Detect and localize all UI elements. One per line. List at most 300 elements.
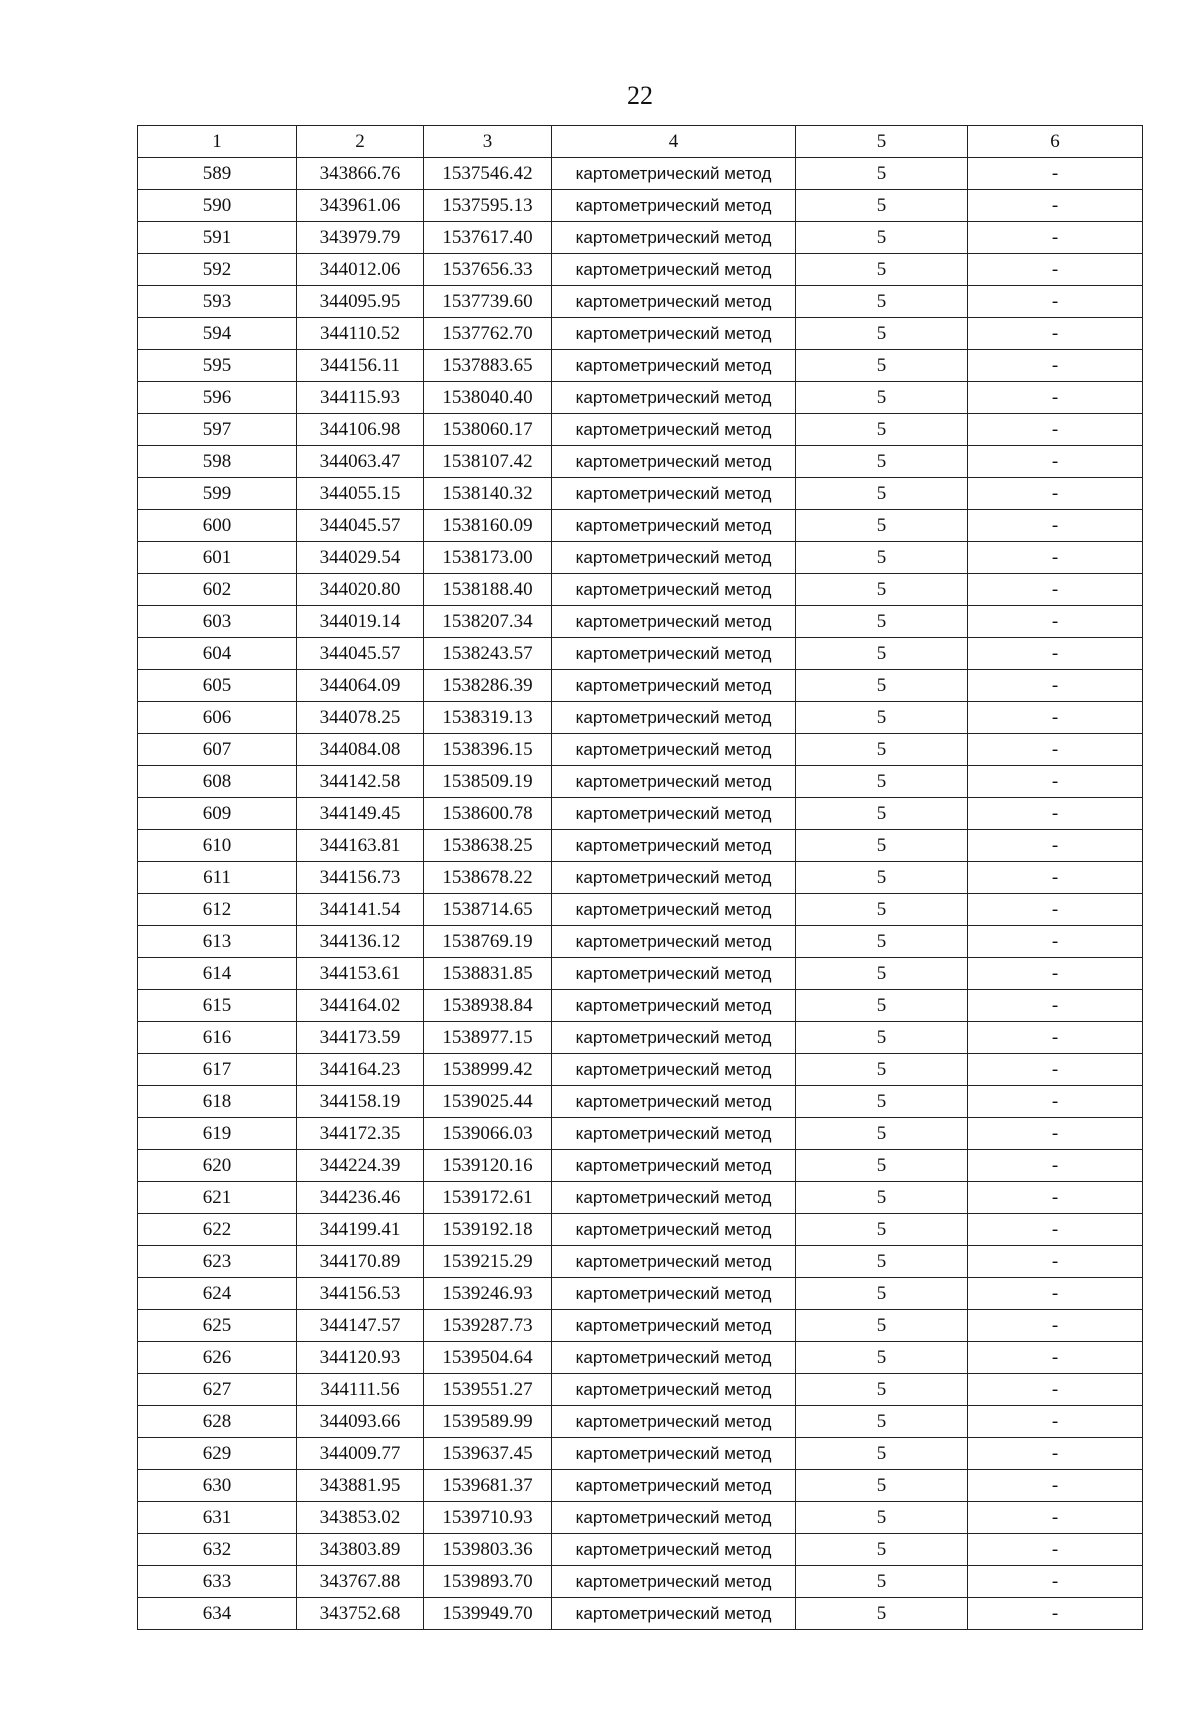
y-coordinate-cell: 1538188.40 [424, 574, 552, 606]
note-cell: - [968, 414, 1143, 446]
x-coordinate-cell: 343767.88 [297, 1566, 424, 1598]
note-cell: - [968, 606, 1143, 638]
x-coordinate-cell: 344142.58 [297, 766, 424, 798]
y-coordinate-cell: 1538107.42 [424, 446, 552, 478]
note-cell: - [968, 1150, 1143, 1182]
method-cell: картометрический метод [552, 190, 796, 222]
table-row [138, 798, 1143, 830]
accuracy-cell: 5 [796, 446, 968, 478]
x-coordinate-cell: 344147.57 [297, 1310, 424, 1342]
y-coordinate-cell: 1538173.00 [424, 542, 552, 574]
table-row [138, 286, 1143, 318]
x-coordinate-cell: 344173.59 [297, 1022, 424, 1054]
note-cell: - [968, 1342, 1143, 1374]
x-coordinate-cell: 344158.19 [297, 1086, 424, 1118]
table-row [138, 542, 1143, 574]
x-coordinate-cell: 343853.02 [297, 1502, 424, 1534]
accuracy-cell: 5 [796, 510, 968, 542]
method-cell: картометрический метод [552, 1086, 796, 1118]
table-row [138, 670, 1143, 702]
accuracy-cell: 5 [796, 606, 968, 638]
note-cell: - [968, 542, 1143, 574]
table-row [138, 382, 1143, 414]
point-number-cell: 597 [138, 414, 297, 446]
method-cell: картометрический метод [552, 1502, 796, 1534]
table-row [138, 958, 1143, 990]
point-number-cell: 589 [138, 158, 297, 190]
method-cell: картометрический метод [552, 286, 796, 318]
header-cell-5: 5 [796, 126, 968, 158]
method-cell: картометрический метод [552, 350, 796, 382]
method-cell: картометрический метод [552, 510, 796, 542]
y-coordinate-cell: 1537883.65 [424, 350, 552, 382]
note-cell: - [968, 862, 1143, 894]
x-coordinate-cell: 344029.54 [297, 542, 424, 574]
accuracy-cell: 5 [796, 414, 968, 446]
y-coordinate-cell: 1539066.03 [424, 1118, 552, 1150]
table-row [138, 1598, 1143, 1630]
method-cell: картометрический метод [552, 862, 796, 894]
note-cell: - [968, 1086, 1143, 1118]
table-row [138, 254, 1143, 286]
method-cell: картометрический метод [552, 1118, 796, 1150]
y-coordinate-cell: 1538831.85 [424, 958, 552, 990]
table-row [138, 510, 1143, 542]
method-cell: картометрический метод [552, 766, 796, 798]
note-cell: - [968, 190, 1143, 222]
point-number-cell: 607 [138, 734, 297, 766]
accuracy-cell: 5 [796, 1182, 968, 1214]
note-cell: - [968, 1374, 1143, 1406]
table-row [138, 894, 1143, 926]
point-number-cell: 609 [138, 798, 297, 830]
accuracy-cell: 5 [796, 574, 968, 606]
y-coordinate-cell: 1539192.18 [424, 1214, 552, 1246]
note-cell: - [968, 670, 1143, 702]
x-coordinate-cell: 344164.02 [297, 990, 424, 1022]
x-coordinate-cell: 344149.45 [297, 798, 424, 830]
point-number-cell: 616 [138, 1022, 297, 1054]
table-body [138, 158, 1143, 1630]
note-cell: - [968, 158, 1143, 190]
point-number-cell: 593 [138, 286, 297, 318]
x-coordinate-cell: 343866.76 [297, 158, 424, 190]
table-row [138, 1438, 1143, 1470]
x-coordinate-cell: 344156.53 [297, 1278, 424, 1310]
point-number-cell: 612 [138, 894, 297, 926]
x-coordinate-cell: 343803.89 [297, 1534, 424, 1566]
method-cell: картометрический метод [552, 1406, 796, 1438]
point-number-cell: 603 [138, 606, 297, 638]
x-coordinate-cell: 344163.81 [297, 830, 424, 862]
accuracy-cell: 5 [796, 1438, 968, 1470]
accuracy-cell: 5 [796, 1278, 968, 1310]
point-number-cell: 600 [138, 510, 297, 542]
y-coordinate-cell: 1538714.65 [424, 894, 552, 926]
point-number-cell: 633 [138, 1566, 297, 1598]
note-cell: - [968, 1598, 1143, 1630]
table-row [138, 478, 1143, 510]
y-coordinate-cell: 1539504.64 [424, 1342, 552, 1374]
note-cell: - [968, 798, 1143, 830]
x-coordinate-cell: 344012.06 [297, 254, 424, 286]
point-number-cell: 605 [138, 670, 297, 702]
point-number-cell: 632 [138, 1534, 297, 1566]
table-row [138, 222, 1143, 254]
y-coordinate-cell: 1539710.93 [424, 1502, 552, 1534]
point-number-cell: 625 [138, 1310, 297, 1342]
table-row [138, 990, 1143, 1022]
accuracy-cell: 5 [796, 542, 968, 574]
table-row [138, 350, 1143, 382]
x-coordinate-cell: 344141.54 [297, 894, 424, 926]
table-row [138, 190, 1143, 222]
note-cell: - [968, 222, 1143, 254]
table-header [138, 126, 1143, 158]
x-coordinate-cell: 344164.23 [297, 1054, 424, 1086]
table-row [138, 1566, 1143, 1598]
accuracy-cell: 5 [796, 670, 968, 702]
y-coordinate-cell: 1538243.57 [424, 638, 552, 670]
y-coordinate-cell: 1539172.61 [424, 1182, 552, 1214]
note-cell: - [968, 990, 1143, 1022]
table-row [138, 574, 1143, 606]
accuracy-cell: 5 [796, 798, 968, 830]
x-coordinate-cell: 344110.52 [297, 318, 424, 350]
method-cell: картометрический метод [552, 1310, 796, 1342]
table-row [138, 1182, 1143, 1214]
method-cell: картометрический метод [552, 1214, 796, 1246]
accuracy-cell: 5 [796, 1246, 968, 1278]
method-cell: картометрический метод [552, 606, 796, 638]
note-cell: - [968, 734, 1143, 766]
note-cell: - [968, 1278, 1143, 1310]
accuracy-cell: 5 [796, 158, 968, 190]
table-row [138, 414, 1143, 446]
x-coordinate-cell: 344120.93 [297, 1342, 424, 1374]
x-coordinate-cell: 344019.14 [297, 606, 424, 638]
table-row [138, 1374, 1143, 1406]
table-row [138, 318, 1143, 350]
method-cell: картометрический метод [552, 1598, 796, 1630]
note-cell: - [968, 1534, 1143, 1566]
method-cell: картометрический метод [552, 1438, 796, 1470]
table-row [138, 158, 1143, 190]
method-cell: картометрический метод [552, 446, 796, 478]
point-number-cell: 602 [138, 574, 297, 606]
point-number-cell: 610 [138, 830, 297, 862]
table-row [138, 1406, 1143, 1438]
point-number-cell: 634 [138, 1598, 297, 1630]
method-cell: картометрический метод [552, 1278, 796, 1310]
note-cell: - [968, 1246, 1143, 1278]
accuracy-cell: 5 [796, 1566, 968, 1598]
y-coordinate-cell: 1538396.15 [424, 734, 552, 766]
x-coordinate-cell: 343752.68 [297, 1598, 424, 1630]
accuracy-cell: 5 [796, 1470, 968, 1502]
y-coordinate-cell: 1538319.13 [424, 702, 552, 734]
note-cell: - [968, 1502, 1143, 1534]
x-coordinate-cell: 344106.98 [297, 414, 424, 446]
note-cell: - [968, 702, 1143, 734]
accuracy-cell: 5 [796, 382, 968, 414]
table-row [138, 926, 1143, 958]
x-coordinate-cell: 344224.39 [297, 1150, 424, 1182]
note-cell: - [968, 1310, 1143, 1342]
table-row [138, 1246, 1143, 1278]
table-row [138, 1054, 1143, 1086]
table-row [138, 1310, 1143, 1342]
point-number-cell: 596 [138, 382, 297, 414]
x-coordinate-cell: 344236.46 [297, 1182, 424, 1214]
header-cell-4: 4 [552, 126, 796, 158]
y-coordinate-cell: 1538060.17 [424, 414, 552, 446]
x-coordinate-cell: 344055.15 [297, 478, 424, 510]
y-coordinate-cell: 1538638.25 [424, 830, 552, 862]
y-coordinate-cell: 1539246.93 [424, 1278, 552, 1310]
x-coordinate-cell: 343961.06 [297, 190, 424, 222]
point-number-cell: 608 [138, 766, 297, 798]
table-row [138, 1278, 1143, 1310]
note-cell: - [968, 478, 1143, 510]
point-number-cell: 623 [138, 1246, 297, 1278]
accuracy-cell: 5 [796, 990, 968, 1022]
method-cell: картометрический метод [552, 158, 796, 190]
x-coordinate-cell: 343979.79 [297, 222, 424, 254]
point-number-cell: 592 [138, 254, 297, 286]
accuracy-cell: 5 [796, 1598, 968, 1630]
method-cell: картометрический метод [552, 414, 796, 446]
coordinates-table-container [137, 125, 1142, 1630]
point-number-cell: 631 [138, 1502, 297, 1534]
method-cell: картометрический метод [552, 638, 796, 670]
point-number-cell: 594 [138, 318, 297, 350]
method-cell: картометрический метод [552, 958, 796, 990]
header-cell-2: 2 [297, 126, 424, 158]
x-coordinate-cell: 344170.89 [297, 1246, 424, 1278]
accuracy-cell: 5 [796, 318, 968, 350]
y-coordinate-cell: 1539551.27 [424, 1374, 552, 1406]
point-number-cell: 622 [138, 1214, 297, 1246]
y-coordinate-cell: 1539803.36 [424, 1534, 552, 1566]
x-coordinate-cell: 344156.73 [297, 862, 424, 894]
method-cell: картометрический метод [552, 798, 796, 830]
x-coordinate-cell: 344111.56 [297, 1374, 424, 1406]
accuracy-cell: 5 [796, 830, 968, 862]
x-coordinate-cell: 344078.25 [297, 702, 424, 734]
point-number-cell: 627 [138, 1374, 297, 1406]
accuracy-cell: 5 [796, 350, 968, 382]
point-number-cell: 626 [138, 1342, 297, 1374]
y-coordinate-cell: 1537595.13 [424, 190, 552, 222]
note-cell: - [968, 926, 1143, 958]
method-cell: картометрический метод [552, 1246, 796, 1278]
table-row [138, 734, 1143, 766]
accuracy-cell: 5 [796, 1054, 968, 1086]
accuracy-cell: 5 [796, 926, 968, 958]
point-number-cell: 629 [138, 1438, 297, 1470]
accuracy-cell: 5 [796, 286, 968, 318]
point-number-cell: 619 [138, 1118, 297, 1150]
header-cell-6: 6 [968, 126, 1143, 158]
x-coordinate-cell: 344172.35 [297, 1118, 424, 1150]
method-cell: картометрический метод [552, 1182, 796, 1214]
point-number-cell: 614 [138, 958, 297, 990]
accuracy-cell: 5 [796, 766, 968, 798]
accuracy-cell: 5 [796, 1086, 968, 1118]
method-cell: картометрический метод [552, 478, 796, 510]
note-cell: - [968, 1022, 1143, 1054]
y-coordinate-cell: 1538140.32 [424, 478, 552, 510]
y-coordinate-cell: 1538040.40 [424, 382, 552, 414]
method-cell: картометрический метод [552, 574, 796, 606]
note-cell: - [968, 638, 1143, 670]
accuracy-cell: 5 [796, 638, 968, 670]
accuracy-cell: 5 [796, 862, 968, 894]
accuracy-cell: 5 [796, 1502, 968, 1534]
note-cell: - [968, 350, 1143, 382]
accuracy-cell: 5 [796, 894, 968, 926]
method-cell: картометрический метод [552, 830, 796, 862]
x-coordinate-cell: 344064.09 [297, 670, 424, 702]
point-number-cell: 628 [138, 1406, 297, 1438]
y-coordinate-cell: 1539025.44 [424, 1086, 552, 1118]
point-number-cell: 618 [138, 1086, 297, 1118]
method-cell: картометрический метод [552, 318, 796, 350]
table-row [138, 1086, 1143, 1118]
accuracy-cell: 5 [796, 1342, 968, 1374]
method-cell: картометрический метод [552, 894, 796, 926]
table-row [138, 1342, 1143, 1374]
table-row [138, 1534, 1143, 1566]
x-coordinate-cell: 344009.77 [297, 1438, 424, 1470]
note-cell: - [968, 318, 1143, 350]
y-coordinate-cell: 1538938.84 [424, 990, 552, 1022]
table-row [138, 862, 1143, 894]
accuracy-cell: 5 [796, 222, 968, 254]
x-coordinate-cell: 344045.57 [297, 638, 424, 670]
table-row [138, 446, 1143, 478]
note-cell: - [968, 382, 1143, 414]
point-number-cell: 617 [138, 1054, 297, 1086]
note-cell: - [968, 286, 1143, 318]
x-coordinate-cell: 344153.61 [297, 958, 424, 990]
method-cell: картометрический метод [552, 254, 796, 286]
y-coordinate-cell: 1537546.42 [424, 158, 552, 190]
y-coordinate-cell: 1539589.99 [424, 1406, 552, 1438]
table-row [138, 1214, 1143, 1246]
y-coordinate-cell: 1539287.73 [424, 1310, 552, 1342]
note-cell: - [968, 766, 1143, 798]
y-coordinate-cell: 1538600.78 [424, 798, 552, 830]
accuracy-cell: 5 [796, 958, 968, 990]
point-number-cell: 606 [138, 702, 297, 734]
x-coordinate-cell: 344063.47 [297, 446, 424, 478]
note-cell: - [968, 1118, 1143, 1150]
note-cell: - [968, 254, 1143, 286]
accuracy-cell: 5 [796, 1150, 968, 1182]
coordinates-table [137, 125, 1143, 1630]
x-coordinate-cell: 344093.66 [297, 1406, 424, 1438]
y-coordinate-cell: 1537762.70 [424, 318, 552, 350]
x-coordinate-cell: 344115.93 [297, 382, 424, 414]
x-coordinate-cell: 344136.12 [297, 926, 424, 958]
note-cell: - [968, 1566, 1143, 1598]
method-cell: картометрический метод [552, 1150, 796, 1182]
accuracy-cell: 5 [796, 702, 968, 734]
y-coordinate-cell: 1539120.16 [424, 1150, 552, 1182]
x-coordinate-cell: 344084.08 [297, 734, 424, 766]
method-cell: картометрический метод [552, 1534, 796, 1566]
method-cell: картометрический метод [552, 670, 796, 702]
note-cell: - [968, 1214, 1143, 1246]
point-number-cell: 601 [138, 542, 297, 574]
accuracy-cell: 5 [796, 1118, 968, 1150]
table-row [138, 702, 1143, 734]
table-row [138, 1022, 1143, 1054]
accuracy-cell: 5 [796, 1310, 968, 1342]
y-coordinate-cell: 1538207.34 [424, 606, 552, 638]
method-cell: картометрический метод [552, 542, 796, 574]
table-row [138, 638, 1143, 670]
note-cell: - [968, 958, 1143, 990]
point-number-cell: 621 [138, 1182, 297, 1214]
y-coordinate-cell: 1537739.60 [424, 286, 552, 318]
header-row [138, 126, 1143, 158]
method-cell: картометрический метод [552, 222, 796, 254]
note-cell: - [968, 1054, 1143, 1086]
accuracy-cell: 5 [796, 1534, 968, 1566]
note-cell: - [968, 574, 1143, 606]
point-number-cell: 598 [138, 446, 297, 478]
y-coordinate-cell: 1538769.19 [424, 926, 552, 958]
y-coordinate-cell: 1539637.45 [424, 1438, 552, 1470]
y-coordinate-cell: 1538286.39 [424, 670, 552, 702]
method-cell: картометрический метод [552, 1566, 796, 1598]
method-cell: картометрический метод [552, 734, 796, 766]
y-coordinate-cell: 1539215.29 [424, 1246, 552, 1278]
header-cell-3: 3 [424, 126, 552, 158]
accuracy-cell: 5 [796, 254, 968, 286]
method-cell: картометрический метод [552, 1374, 796, 1406]
accuracy-cell: 5 [796, 190, 968, 222]
x-coordinate-cell: 344156.11 [297, 350, 424, 382]
method-cell: картометрический метод [552, 382, 796, 414]
x-coordinate-cell: 343881.95 [297, 1470, 424, 1502]
method-cell: картометрический метод [552, 702, 796, 734]
table-row [138, 766, 1143, 798]
y-coordinate-cell: 1538999.42 [424, 1054, 552, 1086]
point-number-cell: 615 [138, 990, 297, 1022]
note-cell: - [968, 1470, 1143, 1502]
x-coordinate-cell: 344020.80 [297, 574, 424, 606]
accuracy-cell: 5 [796, 1406, 968, 1438]
y-coordinate-cell: 1539681.37 [424, 1470, 552, 1502]
x-coordinate-cell: 344095.95 [297, 286, 424, 318]
note-cell: - [968, 510, 1143, 542]
y-coordinate-cell: 1539893.70 [424, 1566, 552, 1598]
point-number-cell: 630 [138, 1470, 297, 1502]
method-cell: картометрический метод [552, 990, 796, 1022]
point-number-cell: 595 [138, 350, 297, 382]
y-coordinate-cell: 1539949.70 [424, 1598, 552, 1630]
y-coordinate-cell: 1538509.19 [424, 766, 552, 798]
point-number-cell: 591 [138, 222, 297, 254]
accuracy-cell: 5 [796, 478, 968, 510]
table-row [138, 1502, 1143, 1534]
accuracy-cell: 5 [796, 734, 968, 766]
method-cell: картометрический метод [552, 1022, 796, 1054]
